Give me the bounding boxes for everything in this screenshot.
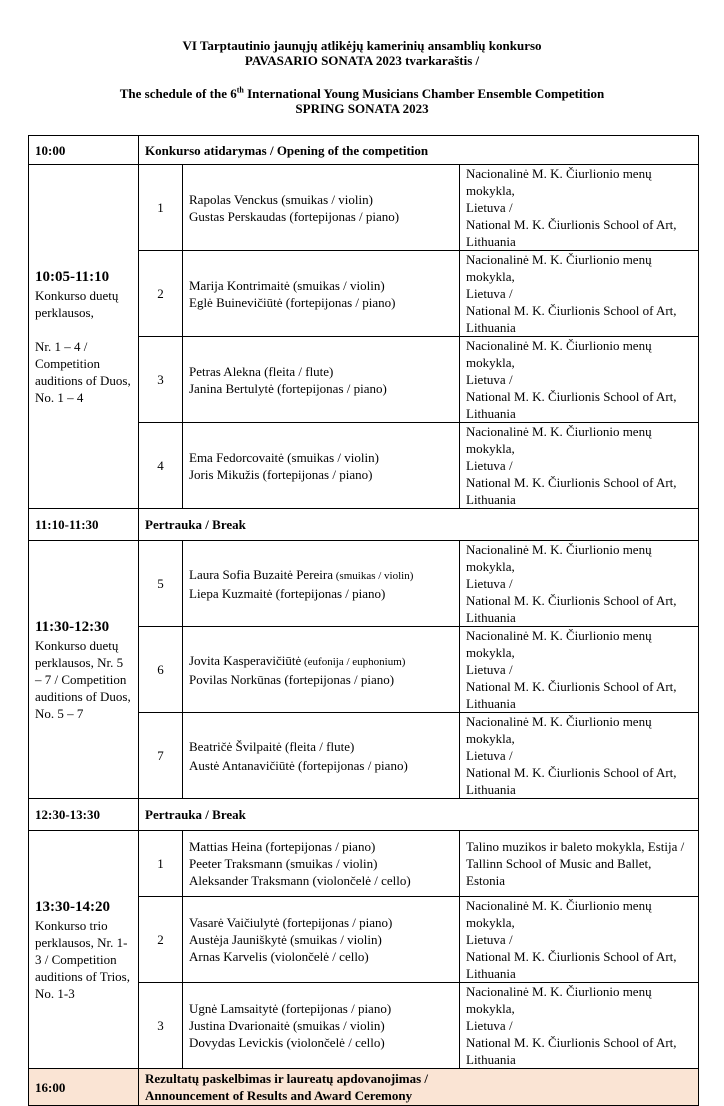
performer-name: Beatričė Švilpaitė (fleita / flute) — [189, 738, 355, 754]
performance-number: 6 — [139, 627, 183, 713]
title-line-3-text: The schedule of the 6 — [119, 86, 237, 101]
performers — [183, 627, 460, 713]
performance-number: 2 — [139, 897, 183, 983]
school-line: Lithuania — [466, 782, 516, 797]
performers — [183, 983, 460, 1069]
school-line: Tallinn School of Music and Ballet, Estonia — [466, 856, 652, 888]
school-line: Lithuania — [466, 406, 516, 421]
school-line: Lithuania — [466, 696, 516, 711]
break1-time: 11:10-11:30 — [29, 509, 139, 541]
title-line-3-rest: International Young Musicians Chamber Ensemble Competition — [243, 86, 605, 101]
schedule-table — [28, 135, 699, 1106]
performer: Gustas Perskaudas (fortepijonas / piano) — [189, 208, 400, 224]
school-line: Lietuva / — [466, 1018, 513, 1033]
school — [460, 627, 699, 713]
school — [460, 423, 699, 509]
break1-title: Pertrauka / Break — [139, 509, 699, 541]
school-line: Nacionalinė M. K. Čiurlionio menų mokykla, — [466, 628, 652, 660]
break2-title: Pertrauka / Break — [139, 799, 699, 831]
final-row — [29, 1069, 699, 1106]
opening-time: 10:00 — [29, 136, 139, 165]
title-line-1: VI Tarptautinio jaunųjų atlikėjų kamerinių ansamblių konkurso — [182, 38, 542, 53]
school-line: National M. K. Čiurlionis School of Art, — [466, 475, 677, 490]
performers — [183, 831, 460, 897]
opening-title: Konkurso atidarymas / Opening of the competition — [139, 136, 699, 165]
school-line: Lithuania — [466, 234, 516, 249]
block1-desc2: Nr. 1 – 4 / Competition auditions of Duos, No. 1 – 4 — [35, 339, 131, 405]
school-line: Lietuva / — [466, 748, 513, 763]
school-line: Nacionalinė M. K. Čiurlionio menų mokykla, — [466, 424, 652, 456]
school — [460, 165, 699, 251]
performer: Aleksander Traksmann (violončelė / cello) — [189, 873, 411, 888]
school-line: Nacionalinė M. K. Čiurlionio menų mokykla, — [466, 252, 652, 284]
school-line: National M. K. Čiurlionis School of Art, — [466, 303, 677, 318]
school-line: National M. K. Čiurlionis School of Art, — [466, 217, 677, 232]
block1-time: 10:05-11:10 — [35, 269, 110, 285]
performer: Janina Bertulytė (fortepijonas / piano) — [189, 380, 387, 396]
performers — [183, 251, 460, 337]
performer: Mattias Heina (fortepijonas / piano) — [189, 839, 376, 854]
performance-number: 1 — [139, 831, 183, 897]
school-line: Lithuania — [466, 320, 516, 335]
school-line: Lietuva / — [466, 576, 513, 591]
break-row — [29, 509, 699, 541]
block1-desc1: Konkurso duetų perklausos, — [35, 288, 119, 320]
performer: Justina Dvarionaitė (smuikas / violin) — [189, 1018, 385, 1033]
performer — [189, 738, 453, 757]
school — [460, 713, 699, 799]
title-line-4: SPRING SONATA 2023 — [295, 101, 429, 116]
school-line: Nacionalinė M. K. Čiurlionio menų mokykla, — [466, 542, 652, 574]
title-line-3 — [0, 86, 724, 101]
table-row — [29, 165, 699, 251]
school-line: Lithuania — [466, 966, 516, 981]
school-line: National M. K. Čiurlionis School of Art, — [466, 593, 677, 608]
school — [460, 983, 699, 1069]
performance-number: 4 — [139, 423, 183, 509]
school-line: Talino muzikos ir baleto mokykla, Estija / — [466, 839, 685, 854]
school-line: National M. K. Čiurlionis School of Art, — [466, 679, 677, 694]
performers — [183, 165, 460, 251]
document-title — [0, 38, 724, 68]
performance-number: 2 — [139, 251, 183, 337]
performer: Eglė Buinevičiūtė (fortepijonas / piano) — [189, 294, 396, 310]
performers — [183, 713, 460, 799]
table-row — [29, 541, 699, 627]
school-line: Lietuva / — [466, 286, 513, 301]
performer: Joris Mikužis (fortepijonas / piano) — [189, 466, 373, 482]
performer-instrument: (eufonija / euphonium) — [301, 655, 406, 668]
school-line: Lithuania — [466, 1052, 516, 1067]
school — [460, 831, 699, 897]
school-line: Nacionalinė M. K. Čiurlionio menų mokykla, — [466, 338, 652, 370]
school-line: Lietuva / — [466, 458, 513, 473]
performer: Arnas Karvelis (violončelė / cello) — [189, 949, 369, 964]
performance-number: 3 — [139, 983, 183, 1069]
school — [460, 541, 699, 627]
final-title-line-1: Rezultatų paskelbimas ir laureatų apdovanojimas / — [145, 1071, 429, 1086]
performer: Austė Antanavičiūtė (fortepijonas / piano) — [189, 757, 408, 773]
performer-name: Jovita Kasperavičiūtė — [189, 652, 302, 668]
final-title-line-2: Announcement of Results and Award Ceremony — [145, 1088, 413, 1103]
performer-instrument: (smuikas / violin) — [333, 569, 414, 582]
school-line: Lithuania — [466, 492, 516, 507]
block1-time-cell — [29, 165, 139, 509]
school-line: Lietuva / — [466, 662, 513, 677]
table-row — [29, 831, 699, 897]
performer: Petras Alekna (fleita / flute) — [189, 363, 334, 379]
title-line-3-sup: th — [236, 85, 244, 95]
school-line: Lietuva / — [466, 200, 513, 215]
school-line: National M. K. Čiurlionis School of Art, — [466, 765, 677, 780]
school-line: Lietuva / — [466, 932, 513, 947]
school-line: Lietuva / — [466, 372, 513, 387]
school-line: Nacionalinė M. K. Čiurlionio menų mokykla, — [466, 714, 652, 746]
school — [460, 337, 699, 423]
performer: Liepa Kuzmaitė (fortepijonas / piano) — [189, 585, 386, 601]
block3-time: 13:30-14:20 — [35, 899, 110, 915]
performer: Austėja Jauniškytė (smuikas / violin) — [189, 932, 382, 947]
block3-desc: Konkurso trio perklausos, Nr. 1-3 / Competition auditions of Trios, No. 1-3 — [35, 918, 130, 1001]
school — [460, 897, 699, 983]
final-time: 16:00 — [29, 1069, 139, 1106]
performer: Ema Fedorcovaitė (smuikas / violin) — [189, 449, 379, 465]
title-line-2: PAVASARIO SONATA 2023 tvarkaraštis / — [244, 53, 480, 68]
performer-name: Laura Sofia Buzaitė Pereira — [189, 566, 334, 582]
block2-time-cell — [29, 541, 139, 799]
performers — [183, 541, 460, 627]
block2-desc: Konkurso duetų perklausos, Nr. 5 – 7 / Competition auditions of Duos, No. 5 – 7 — [35, 638, 131, 721]
performer: Peeter Traksmann (smuikas / violin) — [189, 856, 378, 871]
performance-number: 3 — [139, 337, 183, 423]
school-line: National M. K. Čiurlionis School of Art, — [466, 389, 677, 404]
performers — [183, 897, 460, 983]
school-line: Nacionalinė M. K. Čiurlionio menų mokykla, — [466, 984, 652, 1016]
school-line: Lithuania — [466, 610, 516, 625]
performer: Dovydas Levickis (violončelė / cello) — [189, 1035, 385, 1050]
performance-number: 1 — [139, 165, 183, 251]
performer — [189, 652, 453, 671]
school — [460, 251, 699, 337]
performers — [183, 423, 460, 509]
block3-time-cell — [29, 831, 139, 1069]
break2-time: 12:30-13:30 — [29, 799, 139, 831]
performer: Vasarė Vaičiulytė (fortepijonas / piano) — [189, 915, 393, 930]
opening-row — [29, 136, 699, 165]
performer: Ugnė Lamsaitytė (fortepijonas / piano) — [189, 1001, 392, 1016]
performance-number: 5 — [139, 541, 183, 627]
school-line: National M. K. Čiurlionis School of Art, — [466, 949, 677, 964]
performance-number: 7 — [139, 713, 183, 799]
final-title — [139, 1069, 699, 1106]
performer: Rapolas Venckus (smuikas / violin) — [189, 191, 373, 207]
break-row — [29, 799, 699, 831]
performer — [189, 566, 453, 585]
performers — [183, 337, 460, 423]
school-line: National M. K. Čiurlionis School of Art, — [466, 1035, 677, 1050]
performer: Marija Kontrimaitė (smuikas / violin) — [189, 277, 385, 293]
performer: Povilas Norkūnas (fortepijonas / piano) — [189, 671, 395, 687]
school-line: Nacionalinė M. K. Čiurlionio menų mokykla, — [466, 166, 652, 198]
document-subtitle — [0, 86, 724, 116]
block2-time: 11:30-12:30 — [35, 619, 110, 635]
school-line: Nacionalinė M. K. Čiurlionio menų mokykla, — [466, 898, 652, 930]
